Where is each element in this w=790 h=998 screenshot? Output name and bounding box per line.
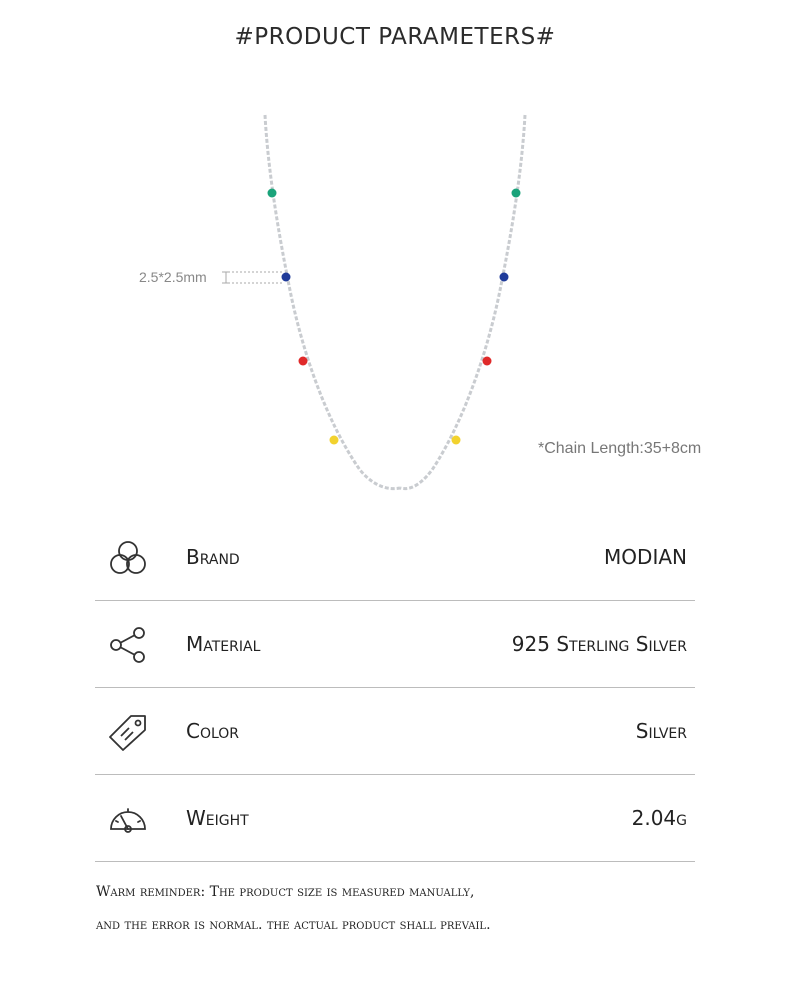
parameter-row-weight: [95, 775, 695, 862]
parameter-row-material: [95, 601, 695, 688]
bead-size-label: 2.5*2.5mm: [139, 269, 207, 285]
chain-left: [265, 115, 400, 489]
parameter-label: Material: [186, 632, 261, 656]
parameter-value: 925 Sterling Silver: [511, 632, 687, 656]
parameter-label: Brand: [186, 545, 240, 569]
bead-red-left: [299, 357, 308, 366]
reminder-line-1: Warm reminder: The product size is measured manually,: [96, 884, 475, 900]
bead-red-right: [483, 357, 492, 366]
reminder-line-2: and the error is normal. the actual product shall prevail.: [96, 917, 491, 933]
share-nodes-icon: [107, 625, 149, 665]
bead-blue-left: [282, 273, 291, 282]
bead-green-left: [268, 189, 277, 198]
chain-length-label: *Chain Length:35+8cm: [538, 440, 702, 457]
parameter-value: 2.04g: [631, 806, 687, 830]
parameter-label: Color: [186, 719, 240, 743]
page-title: #PRODUCT PARAMETERS#: [234, 24, 556, 50]
bead-green-right: [512, 189, 521, 198]
circles-icon: [107, 538, 149, 578]
bead-dimension-marker: [222, 272, 283, 283]
parameter-label: Weight: [186, 806, 249, 830]
bead-yellow-left: [330, 436, 339, 445]
price-tag-icon: [107, 712, 149, 752]
gauge-icon: [107, 799, 149, 839]
parameter-row-brand: [95, 514, 695, 601]
parameter-row-color: [95, 688, 695, 775]
parameter-value: Silver: [635, 719, 687, 743]
bead-blue-right: [500, 273, 509, 282]
parameters-table: [95, 514, 695, 862]
parameter-value: MODIAN: [604, 545, 687, 569]
chain-right: [400, 115, 525, 489]
bead-yellow-right: [452, 436, 461, 445]
